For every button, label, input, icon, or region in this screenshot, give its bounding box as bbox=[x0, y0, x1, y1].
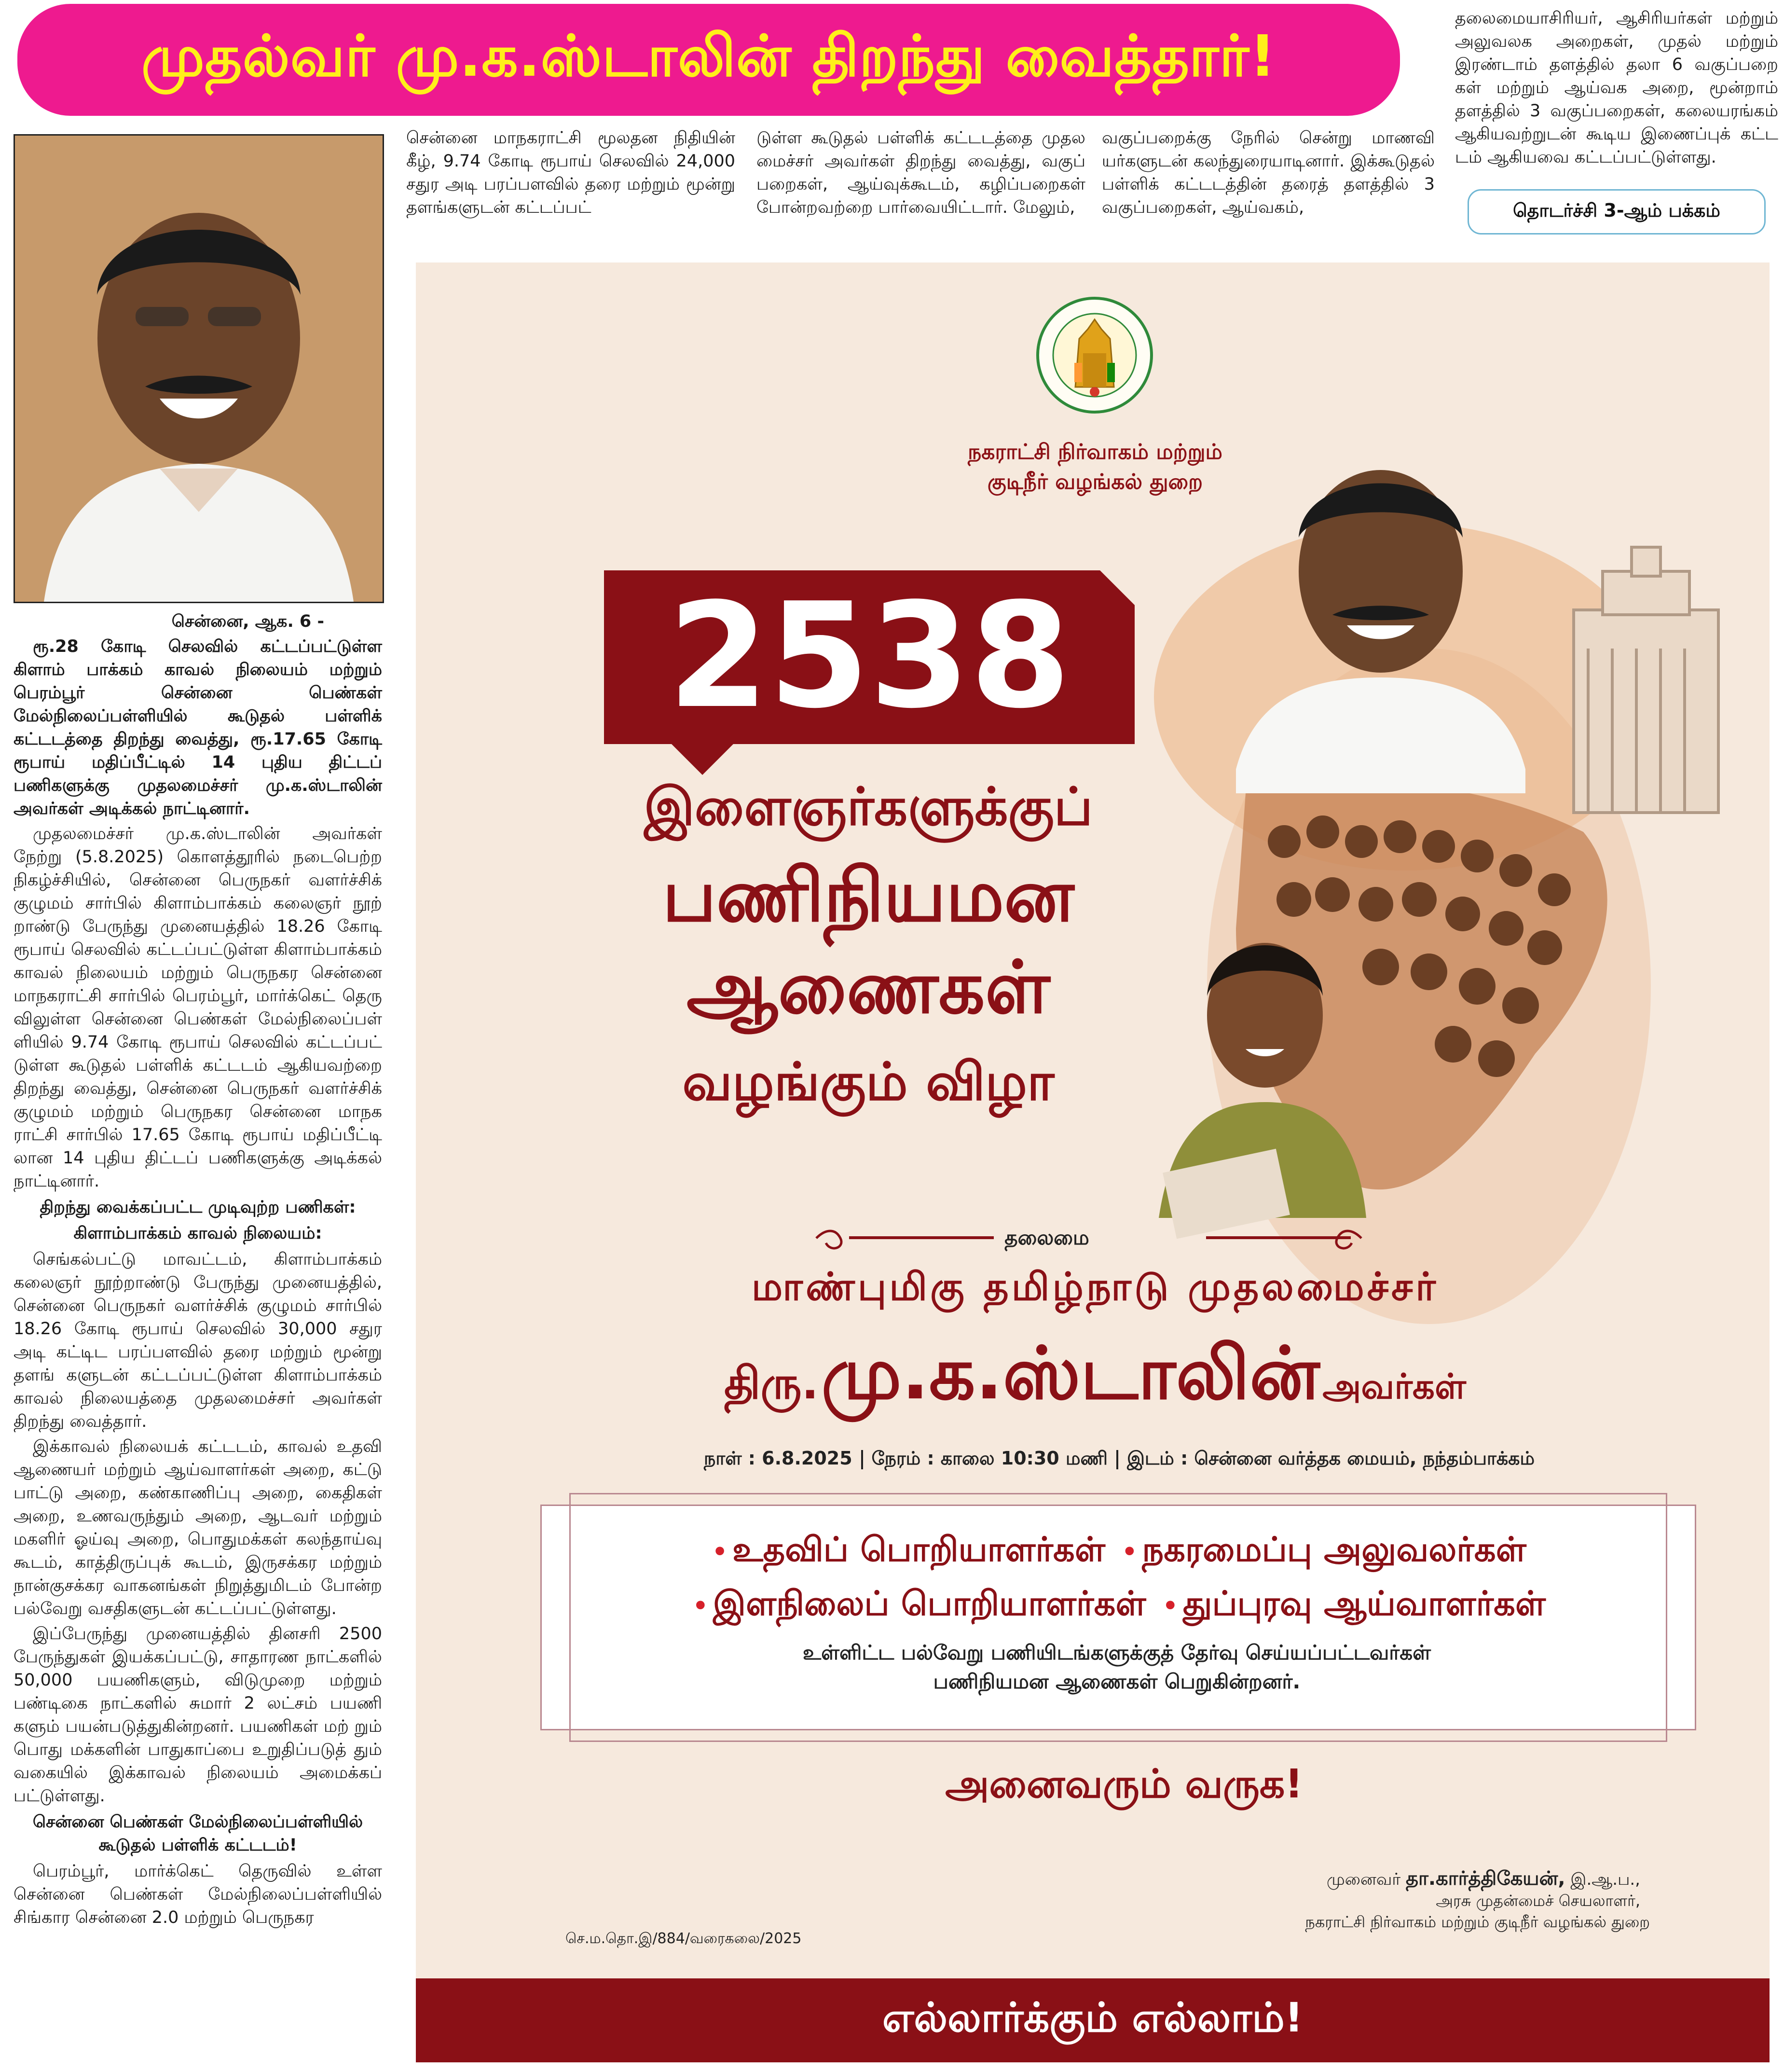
event-details bbox=[531, 1448, 1708, 1472]
paragraph: செங்கல்பட்டு மாவட்டம், கிளாம்பாக்கம் கலைஞர் நூற்றாண்டு பேருந்து முனையத்தில், சென்னை பெருநகர் வளர்ச்சிக் குழுமம் சார்பில் 18.26 கோடி ரூபாய் செலவில் 30,000 சதுர அடி கட்டிட பரப்பளவில் தரை மற்றும் மூன்று தளங் களுடன் கட்டப்பட்டுள்ள கிளாம்பாக்கம் காவல் நிலையத்தை முதலமைச்சர் அவர்கள் திறந்து வைத்தார். bbox=[14, 1250, 382, 1431]
post-item: துப்புரவு ஆய்வாளர்கள் bbox=[1182, 1584, 1546, 1623]
headline-banner bbox=[17, 4, 1400, 116]
top-column-4: தலைமையாசிரியர், ஆசிரியர்கள் மற்றும் அலுவலக அறைகள், முதல் மற்றும் இரண்டாம் தளத்தில் தலா 6 வகுப்பறை கள் மற்றும் ஆய்வக அறை, மூன்றாம் தளத்தில் 3 வகுப்பறைகள், கலையரங்கம் ஆகியவற்றுடன் கூடிய இணைப்புக் கட்ட டம் ஆகியவை கட்டப்பட்டுள்ளது. bbox=[1455, 9, 1778, 167]
chief-minister-name: திரு. மு.க.ஸ்டாலின் அவர்கள் bbox=[724, 1332, 1466, 1416]
ornament-right bbox=[1206, 1236, 1351, 1239]
signatory-department: நகராட்சி நிர்வாகம் மற்றும் குடிநீர் வழங்கல் துறை bbox=[1305, 1913, 1650, 1931]
posts-note-line2: பணிநியமன ஆணைகள் பெறுகின்றனர். bbox=[933, 1670, 1301, 1693]
event-date: நாள் : 6.8.2025 bbox=[703, 1448, 852, 1469]
paragraph: இக்காவல் நிலையக் கட்டடம், காவல் உதவி ஆணையர் மற்றும் ஆய்வாளர்கள் அறை, கட்டு பாட்டு அறை, கண்காணிப்பு அறை, கைதிகள் அறை, உணவருந்தும் அறை, ஆடவர் மற்றும் மகளிர் ஓய்வு அறை, பொதுமக்கள் கலந்தாய்வு கூடம், காத்திருப்புக் கூடம், இருசக்கர மற்றும் நான்குசக்கர வாகனங்கள் நிறுத்துமிடம் போன்ற பல்வேறு வசதிகளுடன் கட்டப்பட்டுள்ளது. bbox=[14, 1437, 382, 1618]
subheading: திறந்து வைக்கப்பட்ட முடிவுற்ற பணிகள்: bbox=[40, 1198, 356, 1217]
welcome-text: அனைவரும் வருக! bbox=[945, 1761, 1303, 1807]
presided-by-label: தலைமை bbox=[1004, 1226, 1089, 1249]
event-time: நேரம் : காலை 10:30 மணி bbox=[871, 1448, 1108, 1469]
paragraph: பெரம்பூர், மார்க்கெட் தெருவில் உள்ள சென்னை பெண்கள் மேல்நிலைப்பள்ளியில் சிங்கார சென்னை 2.0 மற்றும் பெருநகர bbox=[14, 1862, 382, 1927]
footer-slogan-bar bbox=[416, 1978, 1770, 2062]
post-item: நகரமைப்பு அலுவலர்கள் bbox=[1142, 1530, 1526, 1569]
event-title-line2: பணிநியமன bbox=[662, 854, 1074, 938]
posts-row-1: • உதவிப் பொறியாளர்கள் • நகரமைப்பு அலுவலர்கள் bbox=[712, 1530, 1526, 1569]
signatory-designation: அரசு முதன்மைச் செயலாளர், bbox=[1436, 1892, 1640, 1910]
left-article bbox=[14, 610, 382, 1931]
reference-number: செ.ம.தொ.இ/884/வரைகலை/2025 bbox=[565, 1930, 802, 1947]
event-venue: இடம் : சென்னை வர்த்தக மையம், நந்தம்பாக்கம் bbox=[1127, 1448, 1535, 1469]
post-item: உதவிப் பொறியாளர்கள் bbox=[732, 1530, 1105, 1569]
portrait-illustration bbox=[15, 136, 383, 602]
lead-paragraph: ரூ.28 கோடி செலவில் கட்டப்பட்டுள்ள கிளாம் பாக்கம் காவல் நிலையம் மற்றும் பெரம்பூர் சென்னை பெண்கள் மேல்நிலைப்பள்ளியில் கூடுதல் பள்ளிக் கட்டடத்தை திறந்து வைத்து, ரூ.17.65 கோடி ரூபாய் மதிப்பீட்டில் 14 புதிய திட்டப் பணிகளுக்கு முதலமைச்சர் மு.க.ஸ்டாலின் அவர்கள் அடிக்கல் நாட்டினார். bbox=[14, 637, 382, 818]
event-title-line4: வழங்கும் விழா bbox=[682, 1052, 1055, 1112]
continued-badge: தொடர்ச்சி 3-ஆம் பக்கம் bbox=[1468, 189, 1766, 235]
paragraph: இப்பேருந்து முனையத்தில் தினசரி 2500 பேருந்துகள் இயக்கப்பட்டு, சாதாரண நாட்களில் 50,000 பயணிகளும், விடுமுறை மற்றும் பண்டிகை நாட்களில் சுமார் 2 லட்சம் பயணி களும் பயன்படுத்துகின்றனர். பயணிகள் மற் றும் பொது மக்களின் பாதுகாப்பை உறுதிப்படுத் தும் வகையில் இக்காவல் நிலையம் அமைக்கப் பட்டுள்ளது. bbox=[14, 1624, 382, 1806]
top-column-3: வகுப்பறைக்கு நேரில் சென்று மாணவி யர்களுடன் கலந்துரையாடினார். இக்கூடுதல் பள்ளிக் கட்டடத்தின் தரைத் தளத்தில் 3 வகுப்பறைகள், ஆய்வகம், bbox=[1102, 128, 1435, 217]
signatory-name: முனைவர் தா.கார்த்திகேயன், இ.ஆ.ப., bbox=[1326, 1867, 1640, 1890]
headline-text: முதல்வர் மு.க.ஸ்டாலின் திறந்து வைத்தார்! bbox=[141, 23, 1276, 89]
dateline: சென்னை, ஆக. 6 - bbox=[171, 612, 324, 631]
chief-minister-photo bbox=[14, 134, 384, 603]
tamil-nadu-emblem bbox=[1035, 295, 1154, 415]
count-box-tail bbox=[669, 741, 736, 775]
department-name: நகராட்சி நிர்வாகம் மற்றும் குடிநீர் வழங்கல் துறை bbox=[968, 440, 1222, 494]
event-title-line3: ஆணைகள் bbox=[686, 946, 1050, 1030]
chief-minister-title: மாண்புமிகு தமிழ்நாடு முதலமைச்சர் bbox=[751, 1264, 1439, 1309]
post-item: இளநிலைப் பொறியாளர்கள் bbox=[713, 1584, 1146, 1623]
posts-note-line1: உள்ளிட்ட பல்வேறு பணியிடங்களுக்குத் தேர்வு செய்யப்பட்டவர்கள் bbox=[803, 1641, 1431, 1664]
footer-slogan: எல்லார்க்கும் எல்லாம்! bbox=[882, 1994, 1304, 2041]
subheading: சென்னை பெண்கள் மேல்நிலைப்பள்ளியில் கூடுதல் பள்ளிக் கட்டடம்! bbox=[32, 1812, 363, 1855]
posts-row-2: • இளநிலைப் பொறியாளர்கள் • துப்புரவு ஆய்வாளர்கள் bbox=[692, 1584, 1546, 1623]
top-column-2: டுள்ள கூடுதல் பள்ளிக் கட்டடத்தை முதல மைச்சர் அவர்கள் திறந்து வைத்து, வகுப் பறைகள், ஆய்வுக்கூடம், கழிப்பறைகள் போன்றவற்றை பார்வையிட்டார். மேலும், bbox=[756, 128, 1085, 217]
appointment-count: 2538 bbox=[668, 572, 1071, 740]
top-column-1: சென்னை மாநகராட்சி மூலதன நிதியின் கீழ், 9.74 கோடி ரூபாய் செலவில் 24,000 சதுர அடி பரப்பளவில் தரை மற்றும் மூன்று தளங்களுடன் கட்டப்பட் bbox=[406, 128, 735, 217]
subheading: கிளாம்பாக்கம் காவல் நிலையம்: bbox=[73, 1224, 322, 1243]
paragraph: முதலமைச்சர் மு.க.ஸ்டாலின் அவர்கள் நேற்று (5.8.2025) கொளத்தூரில் நடைபெற்ற நிகழ்ச்சியில், சென்னை பெருநகர் வளர்ச்சிக் குழுமம் சார்பில் கிளாம்பாக்கம் கலைஞர் நூற் றாண்டு பேருந்து முனையத்தில் 18.26 கோடி ரூபாய் செலவில் கட்டப்பட்டுள்ள கிளாம்பாக்கம் காவல் நிலையம் மற்றும் பெருநகர சென்னை மாநகராட்சி சார்பில் பெரம்பூர், மார்க்கெட் தெரு விலுள்ள சென்னை பெண்கள் மேல்நிலைப்பள் ளியில் 9.74 கோடி ரூபாய் செலவில் கட்டப்பட் டுள்ள கூடுதல் பள்ளிக் கட்டடம் ஆகியவற்றை திறந்து வைத்து, சென்னை பெருநகர் வளர்ச்சிக் குழுமம் மற்றும் பெருநகர சென்னை மாநக ராட்சி சார்பில் 17.65 கோடி ரூபாய் மதிப்பீட்டி லான 14 புதிய திட்டப் பணிகளுக்கு அடிக்கல் நாட்டினார். bbox=[14, 824, 382, 1191]
event-title-line1: இளைஞர்களுக்குப் bbox=[644, 777, 1093, 837]
